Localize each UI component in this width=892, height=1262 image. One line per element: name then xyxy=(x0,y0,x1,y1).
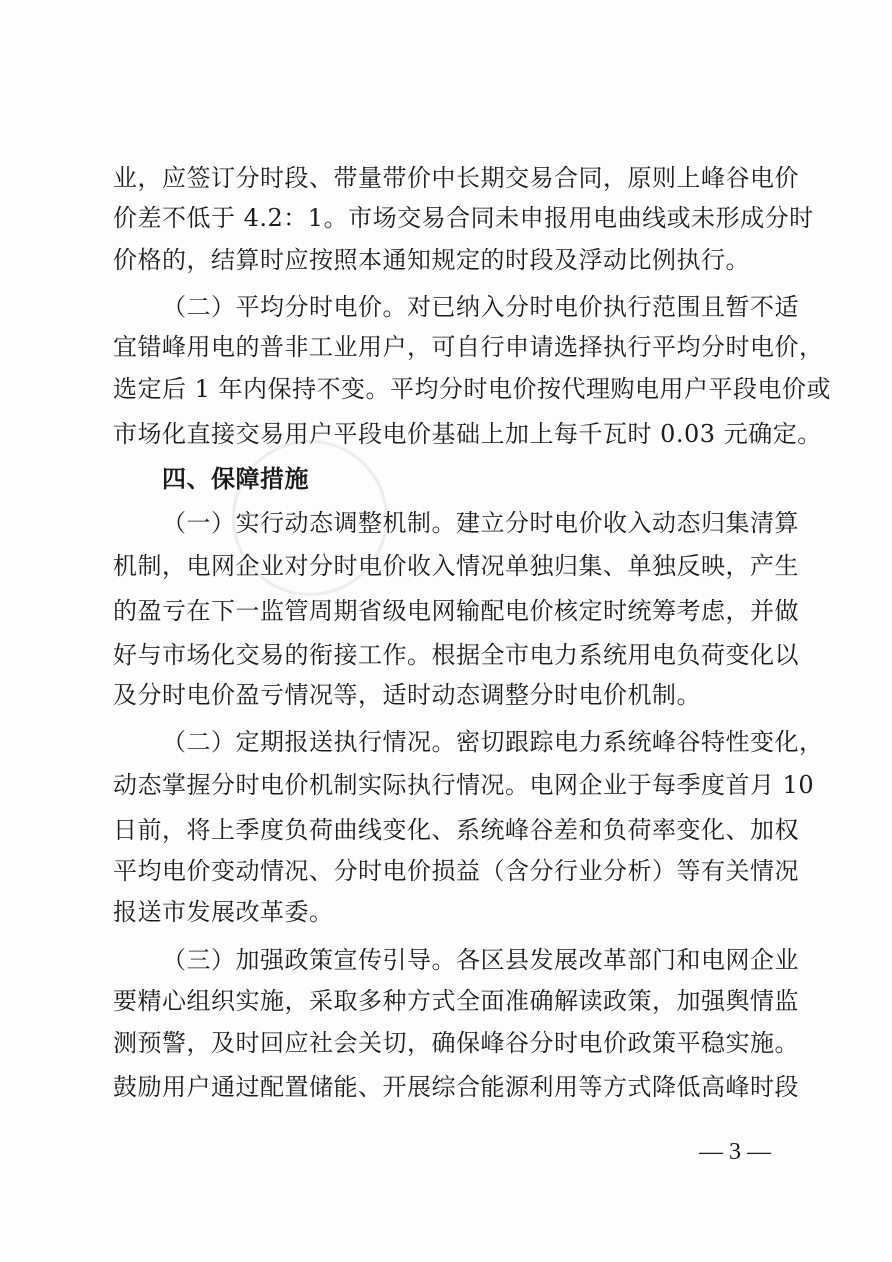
paragraph-line: 报送市发展改革委。 xyxy=(113,898,334,926)
paragraph-line: 价格的，结算时应按照本通知规定的时段及浮动比例执行。 xyxy=(113,246,750,274)
paragraph-line: （二）定期报送执行情况。密切跟踪电力系统峰谷特性变化， xyxy=(162,728,824,756)
section-heading: 四、保障措施 xyxy=(162,465,309,493)
paragraph-line: 要精心组织实施，采取多种方式全面准确解读政策，加强舆情监 xyxy=(113,987,799,1015)
paragraph-line: 好与市场化交易的衔接工作。根据全市电力系统用电负荷变化以 xyxy=(113,641,799,669)
paragraph-line: 平均电价变动情况、分时电价损益（含分行业分析）等有关情况 xyxy=(113,857,799,885)
paragraph-line: 的盈亏在下一监管周期省级电网输配电价核定时统筹考虑，并做 xyxy=(113,597,799,625)
paragraph-line: （三）加强政策宣传引导。各区县发展改革部门和电网企业 xyxy=(162,946,799,974)
paragraph-line: 测预警，及时回应社会关切，确保峰谷分时电价政策平稳实施。 xyxy=(113,1029,799,1057)
paragraph-line: （二）平均分时电价。对已纳入分时电价执行范围且暂不适 xyxy=(162,293,799,321)
paragraph-line: 业，应签订分时段、带量带价中长期交易合同，原则上峰谷电价 xyxy=(113,164,799,192)
paragraph-line: 市场化直接交易用户平段电价基础上加上每千瓦时 0.03 元确定。 xyxy=(113,420,822,448)
paragraph-line: （一）实行动态调整机制。建立分时电价收入动态归集清算 xyxy=(162,509,799,537)
paragraph-line: 动态掌握分时电价机制实际执行情况。电网企业于每季度首月 10 xyxy=(113,771,815,799)
paragraph-line: 价差不低于 4.2：1。市场交易合同未申报用电曲线或未形成分时 xyxy=(113,204,814,232)
paragraph-line: 鼓励用户通过配置储能、开展综合能源利用等方式降低高峰时段 xyxy=(113,1073,799,1101)
page-number: — 3 — xyxy=(699,1139,771,1165)
paragraph-line: 及分时电价盈亏情况等，适时动态调整分时电价机制。 xyxy=(113,681,701,709)
paragraph-line: 日前，将上季度负荷曲线变化、系统峰谷差和负荷率变化、加权 xyxy=(113,816,799,844)
paragraph-line: 机制，电网企业对分时电价收入情况单独归集、单独反映，产生 xyxy=(113,552,799,580)
paragraph-line: 宜错峰用电的普非工业用户，可自行申请选择执行平均分时电价， xyxy=(113,333,824,361)
paragraph-line: 选定后 1 年内保持不变。平均分时电价按代理购电用户平段电价或 xyxy=(113,375,832,403)
